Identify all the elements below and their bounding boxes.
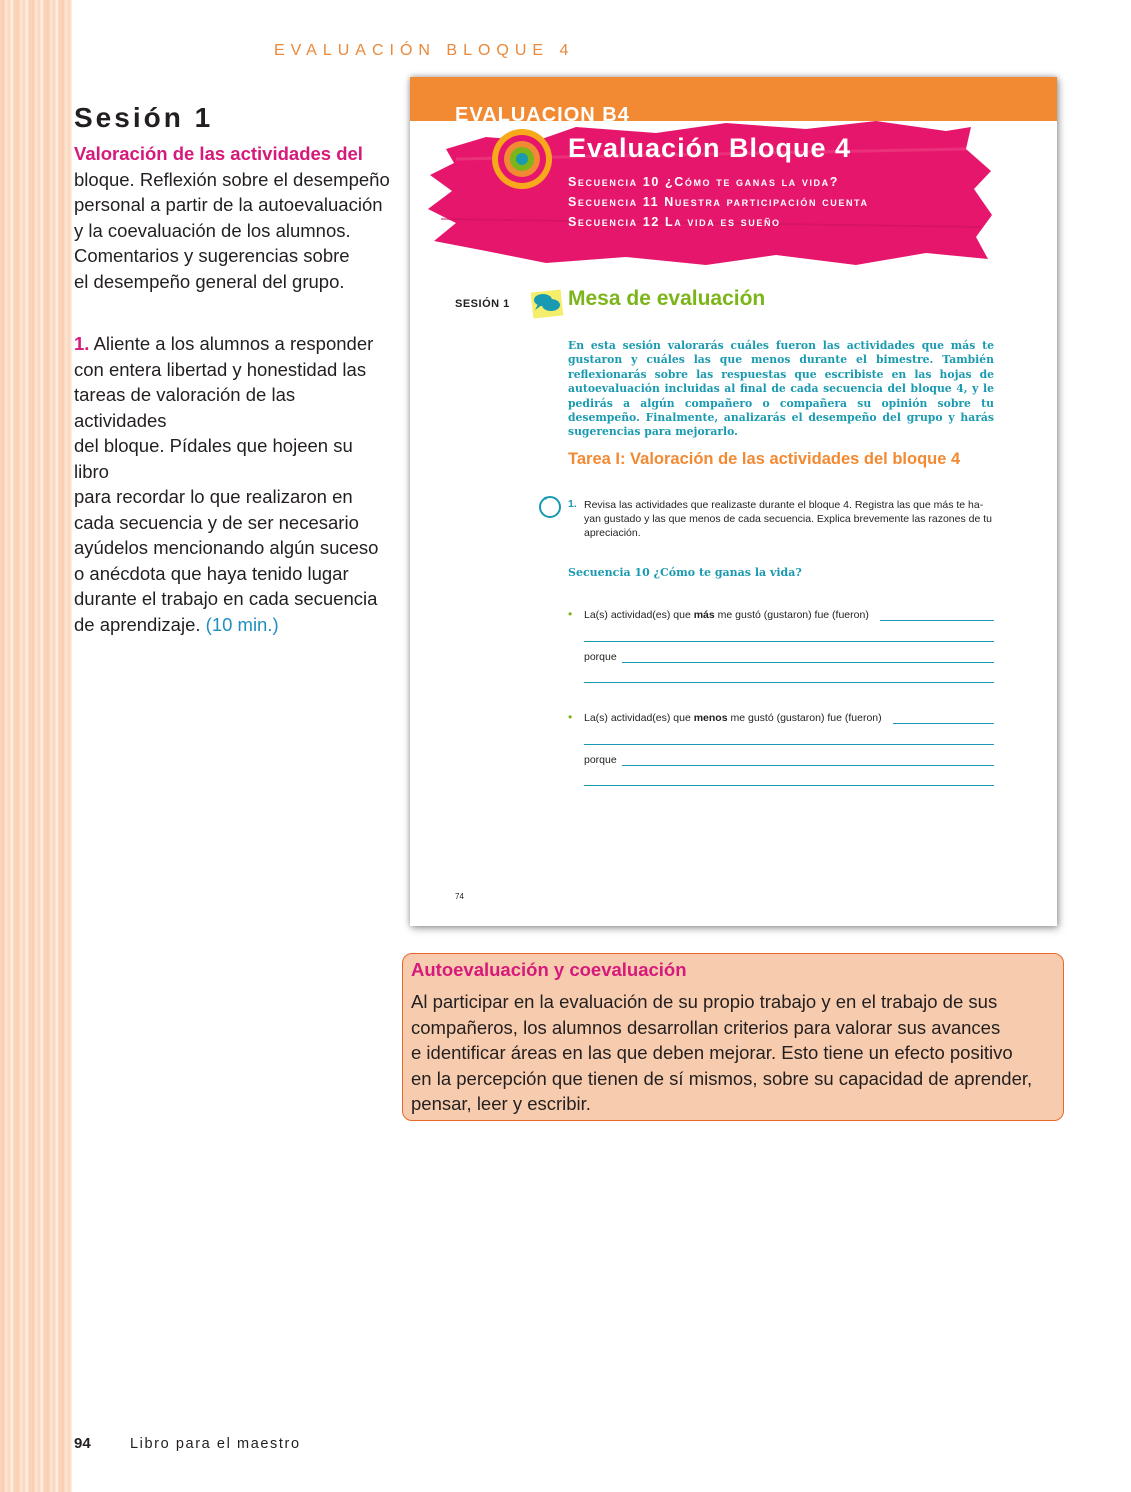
note-line: compañeros, los alumnos desarrollan criterios para valorar sus avances xyxy=(411,1016,1001,1038)
session-title: Sesión 1 xyxy=(74,102,214,133)
running-head: EVALUACIÓN BLOQUE 4 xyxy=(274,42,575,59)
bullet-icon: • xyxy=(568,607,573,621)
answer-line[interactable] xyxy=(584,641,994,642)
answer-line[interactable] xyxy=(622,765,994,766)
bullet-icon: • xyxy=(568,710,573,724)
instruction-line: con entera libertad y honestidad las xyxy=(74,358,367,380)
answer-line[interactable] xyxy=(584,682,994,683)
instruction-line: ayúdelos mencionando algún suceso xyxy=(74,537,379,558)
note-line: e identificar áreas en las que deben mejorar. Esto tiene un efecto positivo xyxy=(411,1042,1013,1063)
circular-arrow-icon xyxy=(538,494,562,518)
summary-line: personal a partir de la autoevaluación xyxy=(74,194,383,215)
question-text: Revisa las actividades que realizaste durante el bloque 4. Registra las que más te ha-yan gustado y las que menos de cada secuencia. Explica brevemente las razones de tu apreciación. xyxy=(584,499,992,539)
section-title: Mesa de evaluación xyxy=(568,287,766,310)
porque-label: porque xyxy=(584,754,617,766)
session-summary xyxy=(74,141,392,294)
answer-line[interactable] xyxy=(880,620,994,621)
answer-line[interactable] xyxy=(622,662,994,663)
note-title: Autoevaluación y coevaluación xyxy=(411,959,687,980)
prompt-least-liked: La(s) actividad(es) que menos me gustó (gustaron) fue (fueron) xyxy=(584,712,882,724)
sequence-item: Secuencia 10 ¿Cómo te ganas la vida? xyxy=(568,175,839,189)
instruction-line: para recordar lo que realizaron en xyxy=(74,486,353,507)
student-page-number: 74 xyxy=(455,892,464,901)
porque-label: porque xyxy=(584,651,617,663)
sequence-question: Secuencia 10 ¿Cómo te ganas la vida? xyxy=(568,566,802,579)
summary-highlight: Valoración de las actividades del xyxy=(74,143,363,164)
instruction-line: cada secuencia y de ser necesario xyxy=(74,511,359,533)
page-number: 94 xyxy=(74,1435,91,1452)
instruction-line: de aprendizaje. xyxy=(74,613,201,635)
decorative-left-strip xyxy=(0,0,72,1492)
instruction-line: durante el trabajo en cada secuencia xyxy=(74,588,378,609)
banner-label: EVALUACION B4 xyxy=(455,104,630,126)
summary-line: bloque. Reflexión sobre el desempeño xyxy=(74,168,390,190)
note-line: en la percepción que tienen de sí mismos, sobre su capacidad de aprender, xyxy=(411,1067,1033,1089)
instruction-line: tareas de valoración de las actividades xyxy=(74,384,296,431)
assessment-note-box xyxy=(402,953,1064,1121)
summary-line: y la coevaluación de los alumnos. xyxy=(74,219,351,241)
session-label: SESIÓN 1 xyxy=(455,298,510,310)
answer-line[interactable] xyxy=(584,785,994,786)
instruction-line: o anécdota que haya tenido lugar xyxy=(74,562,349,584)
student-book-page xyxy=(410,77,1057,926)
sequence-item: Secuencia 12 La vida es sueño xyxy=(568,215,781,229)
instruction-line: del bloque. Pídales que hojeen su libro xyxy=(74,435,353,482)
answer-line[interactable] xyxy=(893,723,994,724)
teacher-instruction xyxy=(74,331,392,637)
note-line: pensar, leer y escribir. xyxy=(411,1093,591,1114)
summary-line: Comentarios y sugerencias sobre xyxy=(74,245,350,266)
book-title-footer: Libro para el maestro xyxy=(130,1436,301,1452)
answer-line[interactable] xyxy=(584,744,994,745)
prompt-most-liked: La(s) actividad(es) que más me gustó (gustaron) fue (fueron) xyxy=(584,609,869,621)
question-number: 1. xyxy=(568,498,577,510)
instruction-line: Aliente a los alumnos a responder xyxy=(93,333,374,354)
summary-line: el desempeño general del grupo. xyxy=(74,270,345,292)
time-estimate: (10 min.) xyxy=(205,613,279,635)
block-title: Evaluación Bloque 4 xyxy=(568,133,852,163)
session-intro: En esta sesión valorarás cuáles fueron las actividades que más te gustaron y cuáles las que menos durante el bimestre. También reflexionarás sobre las respuestas que escribiste en las hojas de autoevaluación incluidas al final de cada secuencia del bloque 4, y le pedirás a algún compañero o compañera su opinión sobre tu desempeño. Finalmente, analizarás el desempeño del grupo y harás sugerencias para mejorarlo. xyxy=(568,339,994,439)
chat-bubbles-icon xyxy=(530,287,564,319)
instruction-number: 1. xyxy=(74,333,90,354)
sequence-item: Secuencia 11 Nuestra participación cuenta xyxy=(568,195,869,209)
note-line: Al participar en la evaluación de su propio trabajo y en el trabajo de sus xyxy=(411,991,998,1012)
target-icon xyxy=(490,127,554,191)
note-body xyxy=(411,989,1051,1117)
task-title: Tarea I: Valoración de las actividades del bloque 4 xyxy=(568,450,961,468)
